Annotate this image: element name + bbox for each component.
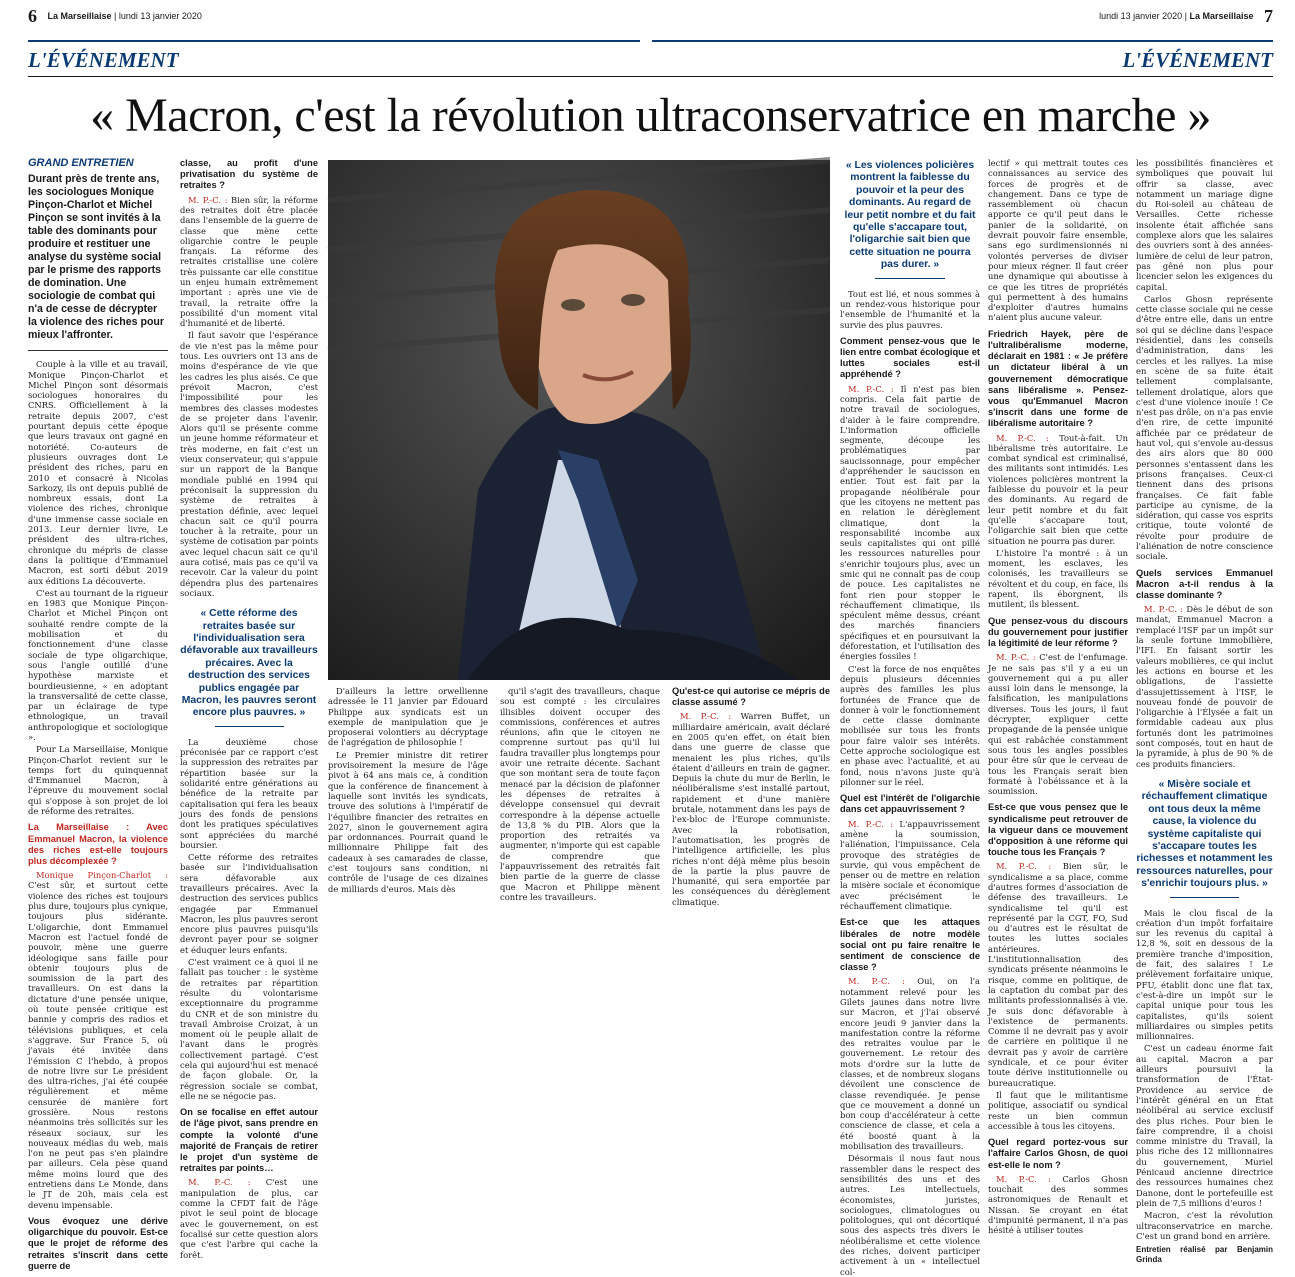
question: Friedrich Hayek, père de l'ultralibéralisme moderne, déclarait en 1981 : « Je préfère un dictateur libéral à un gouvernement démocratique sans libéralisme ». Pensez-vous qu'Emmanuel Macron s'inscrit dans une forme de libéralisme autoritaire ? — [988, 328, 1128, 429]
top-rule-right — [652, 40, 1273, 42]
column-8 — [1136, 158, 1273, 1265]
column-2 — [180, 158, 318, 1260]
answer: Monique Pinçon-Charlot : C'est sûr, et surtout cette violence des riches est toujours plus dure, toujours plus cynique, toujours plus sidérante. L'oligarchie, dont Emmanuel Macron est l'actuel fondé de pouvoir, mène une guerre idéologique sans faille pour obtenir toujours plus de soumission de la part des travailleurs. On est dans la dictature d'une pensée unique, où toute pensée critique est bannie y compris des radios et télévisions publiques, et cela s'aggrave. Sur France 5, où j'avais été invitée dans l'émission C l'hebdo, à propos de notre livre sur Le président des ultra-riches, j'ai été coupée régulièrement et même censurée de manière fort grossière. Nous restons néanmoins très sollicités sur les réseaux sociaux, sur les nouveaux médias du web, mais l'on ne peut pas s'en plaindre par ailleurs. Cela pèse quand même moins lourd que des entretiens dans Le Monde, dans le JT de 20h, mais cela est devenu impensable. — [28, 870, 168, 1210]
folio-right: lundi 13 janvier 2020 | La Marseillaise 7 — [1099, 6, 1273, 26]
speaker-label: M. P.-C. : — [680, 711, 732, 722]
speaker-label: M. P.-C. : — [848, 976, 905, 987]
answer: M. P.-C. : Bien sûr, le syndicalisme a sa place, comme d'autres formes d'association de défense des travailleurs. Le syndicalisme tel qu'il est représenté par la CGT, FO, Sud ou d'autres est le résultat de toutes les luttes sociales antérieures. L'institutionnalisation des syndicats présente néanmoins le risque, comme en politique, de la captation du combat par des militants professionnalisés à vie. Je suis donc défavorable à l'existence de permanents. Comme il ne devrait pas y avoir de carrière en politique il ne devrait pas y avoir de carrière syndicale, et ce pour éviter toute dérive institutionnelle ou bureaucratique. — [988, 861, 1128, 1088]
question: Quels services Emmanuel Macron a-t-il rendus à la classe dominante ? — [1136, 567, 1273, 600]
column-7 — [988, 158, 1128, 1236]
paragraph: D'ailleurs la lettre orwellienne adressée le 11 janvier par Édouard Philippe aux syndicats est un exemple de manipulation que je proposerai volontiers au décryptage de l'agrégation de philosophie ! — [328, 686, 488, 748]
question: Est-ce que vous pensez que le syndicalisme peut retrouver de la vigueur dans ce mouvement d'opposition à une réforme qui touche tous les Français ? — [988, 802, 1128, 858]
question: On se focalise en effet autour de l'âge pivot, sans prendre en compte la volonté d'une majorité de Français de retirer le projet d'un système de retraites par points… — [180, 1107, 318, 1174]
top-rule-left — [28, 40, 640, 42]
kicker: GRAND ENTRETIEN — [28, 157, 134, 169]
portrait-illustration — [328, 160, 830, 680]
newspaper-name-right: La Marseillaise — [1189, 11, 1254, 21]
interviewer-label: La Marseillaise : Avec Emmanuel Macron, la violence des riches est-elle toujours plus décomplexée ? — [28, 822, 168, 866]
paragraph: les possibilités financières et symboliques que pouvait lui offrir sa classe, avec notamment un mariage digne du Roi-soleil au château de Versailles. Cette richesse insolente était affichée sans complexe alors que les salaires des ouvriers sont à des années-lumière de celui de leur patron, pas gêné non plus pour licencier selon les exigences du capital. — [1136, 158, 1273, 292]
page-number-right: 7 — [1264, 6, 1273, 26]
pull-quote-3: « Misère sociale et réchauffement climatique ont tous deux la même cause, la violence du système capitaliste qui s'accapare toutes les richesses et notamment les ressources naturelles, pour s'enrichir toujours plus. » — [1136, 779, 1273, 898]
column-4 — [500, 686, 660, 902]
question: Comment pensez-vous que le lien entre combat écologique et luttes sociales est-il appréhendé ? — [840, 335, 980, 380]
paragraph: Carlos Ghosn représente cette classe sociale qui ne cesse d'être entre elle, dans un entre soi qui se décline dans l'espace résidentiel, dans les conseils d'administration, dans les cercles et les rallyes. La mise en scène de sa fuite était tellement complaisante, tellement drolatique, alors que c'est d'une violence inouïe ! Ce n'est pas drôle, on n'a pas envie d'en rire, de cette impunité affichée par ce prédateur de haut vol, qui s'envole au-dessus des airs alors que 80 000 personnes s'entassent dans les prisons françaises. Ceux-ci tiennent dans des prisons françaises. Ce fait fable participe au cynisme, de la sidération, qui casse vos esprits critique, toute volonté de révolte pour produire de l'aliénation de notre conscience sociale. — [1136, 293, 1273, 562]
speaker-label: M. P.-C. : — [848, 818, 894, 829]
speaker-label: M. P.-C. : — [188, 1177, 251, 1188]
paragraph: La deuxième chose préconisée par ce rapport c'est la suppression des retraites par répartition basée sur la solidarité entre générations au bénéfice de la retraite par capitalisation qui fera les beaux jours des fonds de pensions dont les pratiques spéculatives sont appréciées du marché boursier. — [180, 736, 318, 850]
pull-quote-1: « Cette réforme des retraites basée sur l'individualisation sera défavorable aux travailleurs précaires. Avec la destruction des services publics engagée par Macron, les pauvres seront encore plus pauvres. » — [180, 608, 318, 727]
speaker-label: M. P.-C. : — [996, 1173, 1051, 1184]
column-5 — [840, 158, 980, 1277]
question-continued: classe, au profit d'une privatisation du système de retraites ? — [180, 158, 318, 191]
answer: M. P.-C. : C'est une manipulation de plus, car comme la CFDT fait de l'âge pivot le seul point de blocage avec le gouvernement, on est focalisé sur cette question alors que c'est l'arbre qui cache la forêt. — [180, 1177, 318, 1260]
paragraph: Cette réforme des retraites basée sur l'individualisation sera défavorable aux travailleurs précaires. Avec la destruction des services publics engagée par Emmanuel Macron, les plus pauvres seront encore plus pauvres puisqu'ils devront payer pour se soigner et éduquer leurs enfants. — [180, 852, 318, 955]
speaker-label: Monique Pinçon-Charlot : — [36, 870, 168, 881]
standfirst-rule — [28, 350, 168, 351]
byline: Entretien réalisé par Benjamin Grinda — [1136, 1245, 1273, 1265]
paragraph: Couple à la ville et au travail, Monique Pinçon-Charlot et Michel Pinçon sont désormais sociologues honoraires du CNRS. Officiellement à la retraite depuis 2007, c'est pourtant depuis cette époque que leurs travaux ont gagné en notoriété. Co-auteurs de plusieurs ouvrages dont Le président des riches, paru en 2010 et consacré à Nicolas Sarkozy, ils ont depuis publié de nombreux essais, dont La violence des riches, chronique d'une immense casse sociale en 2013. Leur dernier livre, Le président des ultra-riches, chronique du mépris de classe dans la politique d'Emmanuel Macron, est sorti début 2019 aux éditions La découverte. — [28, 359, 168, 586]
paragraph: Le Premier ministre dit retirer provisoirement la mesure de l'âge pivot à 64 ans mais ce, à condition que la conférence de financement à laquelle sont invités les syndicats, trouve des solutions à l'impératif de l'équilibre financier des retraites en 2027, sinon le gouvernement agira par ordonnances. Pourrait quand le millionnaire Philippe fait des cadeaux à ses camarades de classe, c'est toujours sans condition, ni contrôle de l'usage de ces dizaines de milliards d'euros. Mais dès — [328, 749, 488, 894]
paragraph: Il faut que le militantisme politique, associatif ou syndical reste un bien commun accessible à tous les citoyens. — [988, 1089, 1128, 1131]
question: Quel regard portez-vous sur l'affaire Carlos Ghosn, de quoi est-elle le nom ? — [988, 1137, 1128, 1170]
newspaper-name: La Marseillaise — [47, 11, 112, 21]
question — [28, 822, 168, 867]
paragraph: Désormais il nous faut nous rassembler dans le respect des sensibilités des uns et des autres. Les intellectuels, économistes, juristes, sociologues, climatologues ou politologues, qui ont décortiqué sous des aspects très divers le néolibéralisme et cette violence des riches, doivent participer activement à un « intellectuel col- — [840, 1153, 980, 1277]
paragraph: Il faut savoir que l'espérance de vie n'est pas la même pour tous. Les ouvriers ont 13 ans de moins d'espérance de vie que les cadres les plus aisés. Ce que prévoit Macron, c'est l'impossibilité pour les membres des classes modestes de se projeter dans l'avenir. Alors qu'il se présente comme un jeune homme réformateur et très moderne, en fait c'est un vieux conservateur, qui s'appuie sur un rapport de la Banque mondiale publié en 1994 qui préconisait la suppression du système de retraites à prestation définie, avec lequel chacun sait ce qu'il pourra toucher à la retraite, pour un système de cotisation par points avec lequel chacun sait ce qu'il aura cotisé, mais pas ce qu'il va recevoir. Car la valeur du point dépendra plus des partenaires sociaux. — [180, 330, 318, 598]
paragraph: C'est vraiment ce à quoi il ne fallait pas toucher : le système de retraites par répartition résulte du volontarisme exceptionnaire du programme du CNR et de son ministre du travail Ambroise Croizat, à un moment où le peuple allait de l'avant dans le progrès collectivement partagé. C'est cela qui aujourd'hui est menacé de façon globale. Or, la régression sociale se combat, elle ne se négocie pas. — [180, 957, 318, 1101]
column-1 — [28, 157, 168, 1271]
answer: M. P.-C. : Il n'est pas bien compris. Cela fait partie de notre travail de sociologues, d'aider à le faire comprendre. L'information officielle segmente, découpe les problématiques par saucissonnage, pour empêcher d'appréhender le saucisson en entier. Tout est fait par la propagande néolibérale pour que les citoyens ne mettent pas en relation le dérèglement climatique, dont la responsabilité incombe aux seuls capitalistes qui ont pillé les ressources naturelles pour s'enrichir toujours plus, avec un smic qui ne connaît pas de coup de pouce. Les capitalistes ne font rien pour stopper le réchauffement climatique, ils spéculent même dessus, créant des marchés financiers spécifiques et en poursuivant la déforestation, et l'utilisation des énergies fossiles ! — [840, 383, 980, 662]
section-rubric-right: L'ÉVÉNEMENT — [1122, 48, 1273, 72]
paragraph: Pour La Marseillaise, Monique Pinçon-Charlot revient sur le temps fort du quinquennat d'Emmanuel Macron, à l'épreuve du mouvement social qui s'oppose à son projet de loi de réforme des retraites. — [28, 744, 168, 817]
paragraph: C'est au tournant de la rigueur en 1983 que Monique Pinçon-Charlot et Michel Pinçon ont souhaité rendre compte de la mobilisation et du fonctionnement d'une classe sociale de type oligarchique, sous l'angle outillé d'une hypothèse marxiste et bourdieusienne, « en adoptant la transversalité de cette classe, par un éclairage de type ethnologique, un travail anthropologique et sociologique ». — [28, 587, 168, 742]
speaker-label: M. P.-C. : — [188, 194, 228, 205]
question: Que pensez-vous du discours du gouvernement pour justifier la légitimité de leur réforme ? — [988, 615, 1128, 649]
portrait-photo — [328, 160, 830, 680]
paragraph: C'est un cadeau énorme fait au capital. Macron a par ailleurs poursuivi la transformation de l'État-Providence au service de l'intérêt général en un État néolibéral au service exclusif des plus riches. Pour bien le faire comprendre, il a choisi comme ministre du Travail, la plus riche des 12 millionnaires du gouvernement, Muriel Pénicaud ancienne directrice des ressources humaines chez Danone, dont le portefeuille est plein de 7,5 millions d'euros ! — [1136, 1043, 1273, 1208]
issue-date: lundi 13 janvier 2020 — [118, 11, 202, 21]
rubric-rule — [28, 76, 1273, 77]
paragraph: lectif » qui mettrait toutes ces connaissances au service des forces de progrès et de changement. Dans ce type de rassemblement où chacun apporte ce qu'il peut dans le panier de la solidarité, on devrait pouvoir faire ensemble, sans ego surdimensionnés ni volontés perverses de diviser pour mieux régner. Il faut créer une dynamique qui aboutisse à ce que les titres de propriétés qui permettent à des humains d'exploiter d'autres humains n'aient plus aucune valeur. — [988, 158, 1128, 323]
question: Quel est l'intérêt de l'oligarchie dans cet appauvrissement ? — [840, 793, 980, 815]
answer: M. P.-C. : Carlos Ghosn touchait des sommes astronomiques de Renault et Nissan. Se croyant en état d'impunité permanent, il n'a pas hésité à utiliser toutes — [988, 1173, 1128, 1236]
folio-left: 6 La Marseillaise | lundi 13 janvier 2020 — [28, 6, 202, 26]
standfirst: Durant près de trente ans, les sociologues Monique Pinçon-Charlot et Michel Pinçon se sont invités à la table des dominants pour produire et restituer une analyse du système social par le prisme des rapports de domination. Une sociologie de combat qui n'a de cesse de décrypter la violence des riches pour mieux l'affronter. — [28, 173, 165, 342]
pull-quote-rule — [215, 726, 284, 727]
paragraph: Tout est lié, et nous sommes à un rendez-vous historique pour l'ensemble de l'humanité et la survie des plus pauvres. — [840, 288, 980, 330]
speaker-label: M. P.-C. : — [996, 652, 1036, 663]
answer: M. P.-C. : L'appauvrissement amène la soumission, l'aliénation, l'impuissance. Cela provoque des stratégies de survie, qui vous empêchent de penser ou de mettre en relation la misère sociale et économique avec précisément le réchauffement climatique. — [840, 818, 980, 912]
speaker-label: M. P.-C. : — [848, 383, 894, 394]
answer: M. P.-C. : C'est de l'enfumage. Je ne sais pas s'il y a eu un gouvernement qui a pu aller aussi loin dans le mensonge, la falsification, les manipulations diverses. Tous les jours, il faut décrypter, expliquer cette propagande de la pensée unique qui est rabâchée constamment sous tous les angles possibles pour être sûr que le cerveau de tous les Français serait bien formaté à l'obéissance et à la soumission. — [988, 652, 1128, 797]
column-3 — [328, 686, 488, 894]
answer: M. P.-C. : Warren Buffet, un milliardaire américain, avait déclaré en 2005 qu'en effet, on était bien dans une guerre de classe que menaient les plus riches, qu'ils étaient d'ailleurs en train de gagner. Depuis la chute du mur de Berlin, le néolibéralisme s'est installé partout, rapidement et d'une manière brutale, notamment dans les pays de l'ex-bloc de l'Europe communiste. Avec la robotisation, l'automatisation, les progrès de l'intelligence artificielle, les plus riches n'ont déjà même plus besoin de la partie la plus pauvre de l'humanité, qui sera emportée par les conséquences du dérèglement climatique. — [672, 711, 830, 907]
answer: M. P.-C. : Tout-à-fait. Un libéralisme très autoritaire. Le combat syndical est criminalisé, des militants sont intimidés. Les violences policières montrent la faiblesse du pouvoir et la peur des dominants. Au regard de leur petit nombre et du fait qu'elle s'accapare tout, l'oligarchie sait bien que cette situation ne pourra pas durer. — [988, 432, 1128, 546]
paragraph: C'est la force de nos enquêtes depuis plusieurs décennies auprès des familles les plus fortunées de France que de donner à voir le fonctionnement de cette classe dominante mobilisée sur tous les fronts pour faire valoir ses intérêts. Cette approche sociologique est en phase avec l'actualité, et au fond, nous n'avons juste qu'à pilonner sur le réel. — [840, 663, 980, 787]
speaker-label: M. P.-C. : — [996, 861, 1052, 872]
pull-quote-2: « Les violences policières montrent la faiblesse du pouvoir et la peur des dominants. Au regard de leur petit nombre et du fait qu'elle s'accapare tout, l'oligarchie sait bien que cette situation ne pourra pas durer. » — [840, 160, 980, 279]
section-rubric-left: L'ÉVÉNEMENT — [28, 48, 179, 72]
pull-quote-rule — [1170, 897, 1239, 898]
issue-date-right: lundi 13 janvier 2020 — [1099, 11, 1183, 21]
pull-quote-rule — [875, 278, 945, 279]
answer: M. P.-C. : Dès le début de son mandat, Emmanuel Macron a remplacé l'ISF par un impôt sur la seule fortune immobilière, l'IFI. En faisant sortir les valeurs mobilières, ce qui inclut les actions en bourse et les obligations, de l'assiette d'assujettissement à l'ISF, le nouveau fondé de pouvoir de l'oligarchie à l'Élysée a fait un formidable cadeau aux plus fortunés dont les patrimoines sont composés, tout en haut de la pyramide, à plus de 90 % de ces produits financiers. — [1136, 604, 1273, 769]
answer: M. P.-C. : Oui, on l'a notamment relevé pour les Gilets jaunes dans notre livre sur Macron, et j'l'ai observé encore jeudi 9 janvier dans la manifestation contre la réforme des retraites voulue par le gouvernement. Le retour des mots d'ordre sur la lutte de classes, et de nombreux slogans dévoilent une conscience de classe revendiquée. Je pense que ce mouvement a donné un bon coup d'accélérateur à cette conscience de classe, et cela a été boosté quant à la mobilisation des travailleurs. — [840, 976, 980, 1152]
speaker-label: M. P.-C. : — [1144, 604, 1184, 615]
column-6 — [672, 686, 830, 907]
headline: « Macron, c'est la révolution ultraconservatrice en marche » — [90, 89, 1211, 142]
question: Vous évoquez une dérive oligarchique du pouvoir. Est-ce que le projet de réforme des retraites s'inscrit dans cette guerre de — [28, 1215, 168, 1271]
paragraph: qu'il s'agit des travailleurs, chaque sou est compté : les circulaires illisibles doivent occuper des commissions, conférences et autres réunions, afin que le citoyen ne comprenne surtout pas qu'il lui faudra travailler plus longtemps pour avoir une retraite décente. Sachant que son montant sera de toute façon menacé par la décision de plafonner les dépenses de retraites à développe consensuel qui devrait correspondre à la dépense actuelle de 13,8 % du PIB. Alors que la proportion des retraités va augmenter, n'importe qui est capable de comprendre que l'appauvrissement des retraités fait bien partie de la guerre de classe que Macron et Philippe mènent contre les travailleurs. — [500, 686, 660, 902]
page-number-left: 6 — [28, 6, 37, 26]
question: Qu'est-ce qui autorise ce mépris de classe assumé ? — [672, 686, 830, 708]
paragraph: L'histoire l'a montré : à un moment, les esclaves, les colonisés, les travailleurs se révoltent et du coup, en face, ils rapent, ils éborgnent, ils mutilent, ils blessent. — [988, 547, 1128, 610]
answer: M. P.-C. : Bien sûr, la réforme des retraites doit être placée dans l'ensemble de la guerre de classe que mène cette oligarchie contre le peuple français. La réforme des retraites cristallise une colère très puissante car elle constitue un enjeu humain extrêmement important : après une vie de travail, la retraite offre la possibilité d'un moment vital d'humanité et de liberté. — [180, 194, 318, 329]
paragraph: Macron, c'est la révolution ultraconservatrice en marche. C'est un grand bond en arrière. — [1136, 1210, 1273, 1241]
paragraph: Mais le clou fiscal de la création d'un impôt forfaitaire sur les revenus du capital à 12,8 %, soit en dessous de la première tranche d'imposition, de fait, des salaires ! Le prélèvement forfaitaire unique, PFU, établit donc une flat tax, c'est-à-dire un impôt sur le capital unique pour tous les capitalistes, qu'ils soient milliardaires ou simples petits millionnaires. — [1136, 907, 1273, 1042]
question: Est-ce que les attaques libérales de notre modèle social ont pu faire renaître le sentiment de conscience de classe ? — [840, 917, 980, 973]
speaker-label: M. P.-C. : — [996, 432, 1049, 443]
